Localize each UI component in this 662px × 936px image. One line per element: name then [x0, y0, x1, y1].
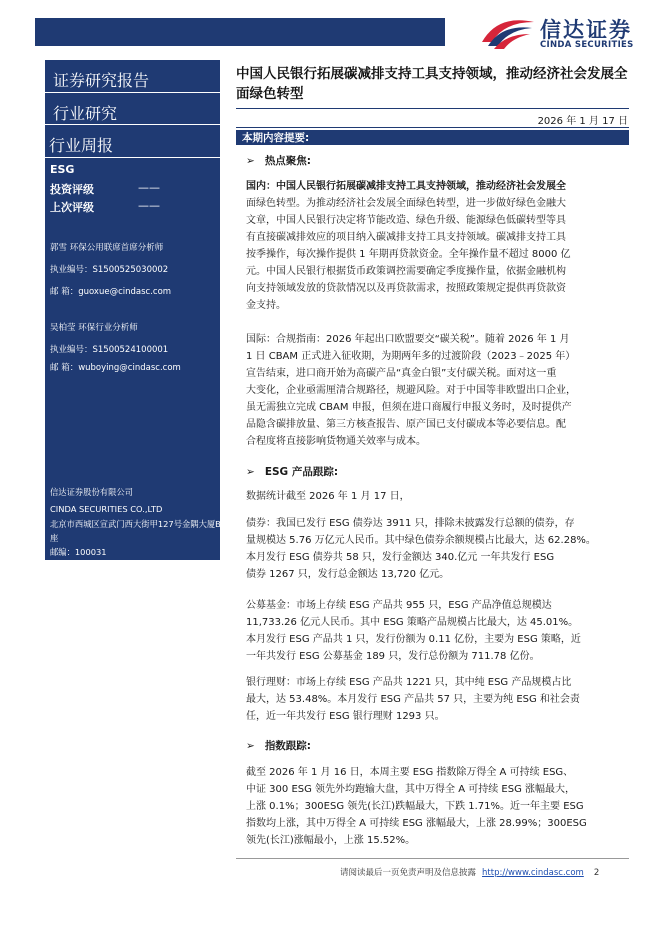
- paragraph-line: 债券：我国已发行 ESG 债券达 3911 只，排除未披露发行总额的债券，存: [246, 518, 575, 529]
- company-address-1: 北京市西城区宣武门西大街甲127号金隅大厦B: [50, 519, 221, 529]
- paragraph-line: 虽无需独立完成 CBAM 申报，但须在进口商履行申报义务时，及时提供产: [246, 402, 572, 413]
- sidebar-rating: [50, 181, 220, 197]
- sidebar-category: 行业研究: [45, 93, 220, 125]
- company-name-cn: 信达证券股份有限公司: [50, 487, 133, 497]
- paragraph-line: 宣告结束，进口商开始为高碳产品“真金白银”支付碳关税。面对这一重: [246, 368, 557, 379]
- logo-name-cn: 信达证券: [540, 18, 632, 42]
- analyst-1-license: 执业编号：S1500525030002: [50, 265, 169, 275]
- prev-rating-label: 上次评级: [50, 201, 94, 214]
- paragraph-line: 11,733.26 亿元人民币。其中 ESG 策略产品规模占比最大，达 45.01%。: [246, 617, 579, 628]
- paragraph-line: 元。中国人民银行根据货币政策调控需要确定季度操作量，依据金融机构: [246, 266, 566, 277]
- summary-heading-bar: [236, 130, 629, 145]
- footer-divider: [236, 858, 629, 859]
- paragraph-line: 最大，达 53.48%。本月发行 ESG 产品共 57 只，主要为纯 ESG 和社会责: [246, 694, 580, 705]
- paragraph-line: 指数均上涨，其中万得全 A 可持续 ESG 涨幅最大，上涨 28.99%；300ESG: [246, 818, 587, 829]
- prev-rating-value: ——: [138, 199, 160, 212]
- paragraph-line: 债券 1267 只，发行总金额达 13,720 亿元。: [246, 569, 450, 580]
- paragraph-line: 国内：中国人民银行拓展碳减排支持工具支持领域，推动经济社会发展全: [246, 181, 566, 192]
- company-name-en: CINDA SECURITIES CO.,LTD: [50, 504, 163, 514]
- paragraph-line: 文章，中国人民银行决定将节能改造、绿色升级、能源绿色低碳转型等具: [246, 215, 566, 226]
- paragraph-line: 量规模达 5.76 万亿元人民币。其中绿色债券余额规模占比最大，达 62.28%。: [246, 535, 596, 546]
- paragraph-line: 本月发行 ESG 产品共 1 只，发行份额为 0.11 亿份，主要为 ESG 策略，近: [246, 634, 581, 645]
- page-footer: [340, 866, 599, 878]
- paragraph-line: 上涨 0.1%；300ESG 领先(长江)跌幅最大，下跌 1.71%。近一年主要 ESG: [246, 801, 584, 812]
- rating-value: ——: [138, 181, 160, 194]
- page-number: 2: [593, 868, 600, 878]
- paragraph-line: 银行理财：市场上存续 ESG 产品共 1221 只，其中纯 ESG 产品规模占比: [246, 677, 572, 688]
- paragraph-line: 按季操作，每次操作提供 1 年期再贷款资金。全年操作量不超过 8000 亿: [246, 249, 571, 260]
- paragraph-line: 截至 2026 年 1 月 16 日，本周主要 ESG 指数除万得全 A 可持续 ESG、: [246, 767, 574, 778]
- paragraph-line: 有直接碳减排效应的项目纳入碳减排支持工具支持领域。碳减排支持工具: [246, 232, 566, 243]
- arrow-bullet-icon: ➢: [246, 740, 255, 752]
- section-index-heading: ➢ 指数跟踪:: [246, 740, 312, 752]
- analyst-2-license: 执业编号：S1500524100001: [50, 345, 169, 355]
- summary-heading: 本期内容提要:: [242, 132, 310, 144]
- company-postcode: 邮编：100031: [50, 547, 107, 557]
- paragraph-line: 大变化，企业亟需厘清合规路径，规避风险。对于中国等非欧盟出口企业，: [246, 385, 576, 396]
- esg-intro: 数据统计截至 2026 年 1 月 17 日，: [246, 491, 410, 502]
- cinda-logo: [478, 10, 648, 52]
- paragraph-line: 公募基金：市场上存续 ESG 产品共 955 只，ESG 产品净值总规模达: [246, 600, 552, 611]
- analyst-1-email: 邮 箱：guoxue@cindasc.com: [50, 287, 172, 297]
- paragraph-line: 面绿色转型。为推动经济社会发展全面绿色转型，进一步做好绿色金融大: [246, 198, 566, 209]
- footer-disclaimer: 请阅读最后一页免责声明及信息披露: [340, 868, 477, 878]
- domestic-paragraph: [246, 178, 627, 314]
- section-focus-heading: ➢ 热点聚焦:: [246, 155, 312, 167]
- sidebar-report-type: 证券研究报告: [45, 60, 220, 93]
- cinda-logo-mark-icon: [478, 12, 538, 52]
- paragraph-line: 一年共发行 ESG 公募基金 189 只，发行总份额为 711.78 亿份。: [246, 651, 540, 662]
- section-esg-products-heading: ➢ ESG 产品跟踪:: [246, 466, 339, 478]
- paragraph-line: 任，近一年共发行 ESG 银行理财 1293 只。: [246, 711, 445, 722]
- report-date: 2026 年 1 月 17 日: [537, 116, 628, 127]
- paragraph-line: 中证 300 ESG 领先外均跑输大盘，其中万得全 A 可持续 ESG 涨幅最大，: [246, 784, 576, 795]
- analyst-2-title: 吴柏莹 环保行业分析师: [50, 323, 138, 333]
- sidebar-prev-rating: [50, 199, 220, 215]
- paragraph-line: 本月发行 ESG 债券共 58 只，发行金额达 340.亿元 一年共发行 ESG: [246, 552, 555, 563]
- paragraph-line: 品隐含碳排放量、第三方核查报告、原产国已支付碳成本等必要信息。配: [246, 419, 566, 430]
- sidebar-sector: ESG: [50, 163, 75, 176]
- rating-label: 投资评级: [50, 183, 94, 196]
- paragraph-line: 1 日 CBAM 正式进入征收期，为期两年多的过渡阶段（2023﹣2025 年）: [246, 351, 576, 362]
- sidebar: [45, 60, 220, 560]
- paragraph-line: 领先(长江)涨幅最小，上涨 15.52%。: [246, 835, 416, 846]
- report-title: 中国人民银行拓展碳减排支持工具支持领域，推动经济社会发展全 面绿色转型: [236, 66, 628, 102]
- wealth-paragraph: [246, 674, 627, 725]
- funds-paragraph: [246, 597, 627, 665]
- analyst-1-title: 郭雪 环保公用联席首席分析师: [50, 243, 164, 253]
- header-bar: [35, 18, 445, 46]
- index-paragraph: [246, 764, 627, 849]
- paragraph-line: 合程度将直接影响货物通关效率与成本。: [246, 436, 426, 447]
- company-address-2: 座: [50, 533, 59, 543]
- bonds-paragraph: [246, 515, 627, 583]
- date-divider: [236, 127, 629, 128]
- logo-name-en: CINDA SECURITIES: [540, 40, 634, 50]
- footer-url-link[interactable]: http://www.cindasc.com: [482, 868, 584, 878]
- international-paragraph: [246, 331, 627, 450]
- paragraph-line: 金支持。: [246, 300, 286, 311]
- paragraph-line: 向支持领域发放的贷款情况以及再贷款需求，按照政策规定提供再贷款资: [246, 283, 566, 294]
- analyst-2-email: 邮 箱：wuboying@cindasc.com: [50, 363, 181, 373]
- sidebar-subtype: 行业周报: [45, 125, 220, 158]
- title-divider: [236, 108, 629, 109]
- arrow-bullet-icon: ➢: [246, 466, 255, 478]
- arrow-bullet-icon: ➢: [246, 155, 255, 167]
- paragraph-line: 国际：合规指南：2026 年起出口欧盟要交“碳关税”。随着 2026 年 1 月: [246, 334, 570, 345]
